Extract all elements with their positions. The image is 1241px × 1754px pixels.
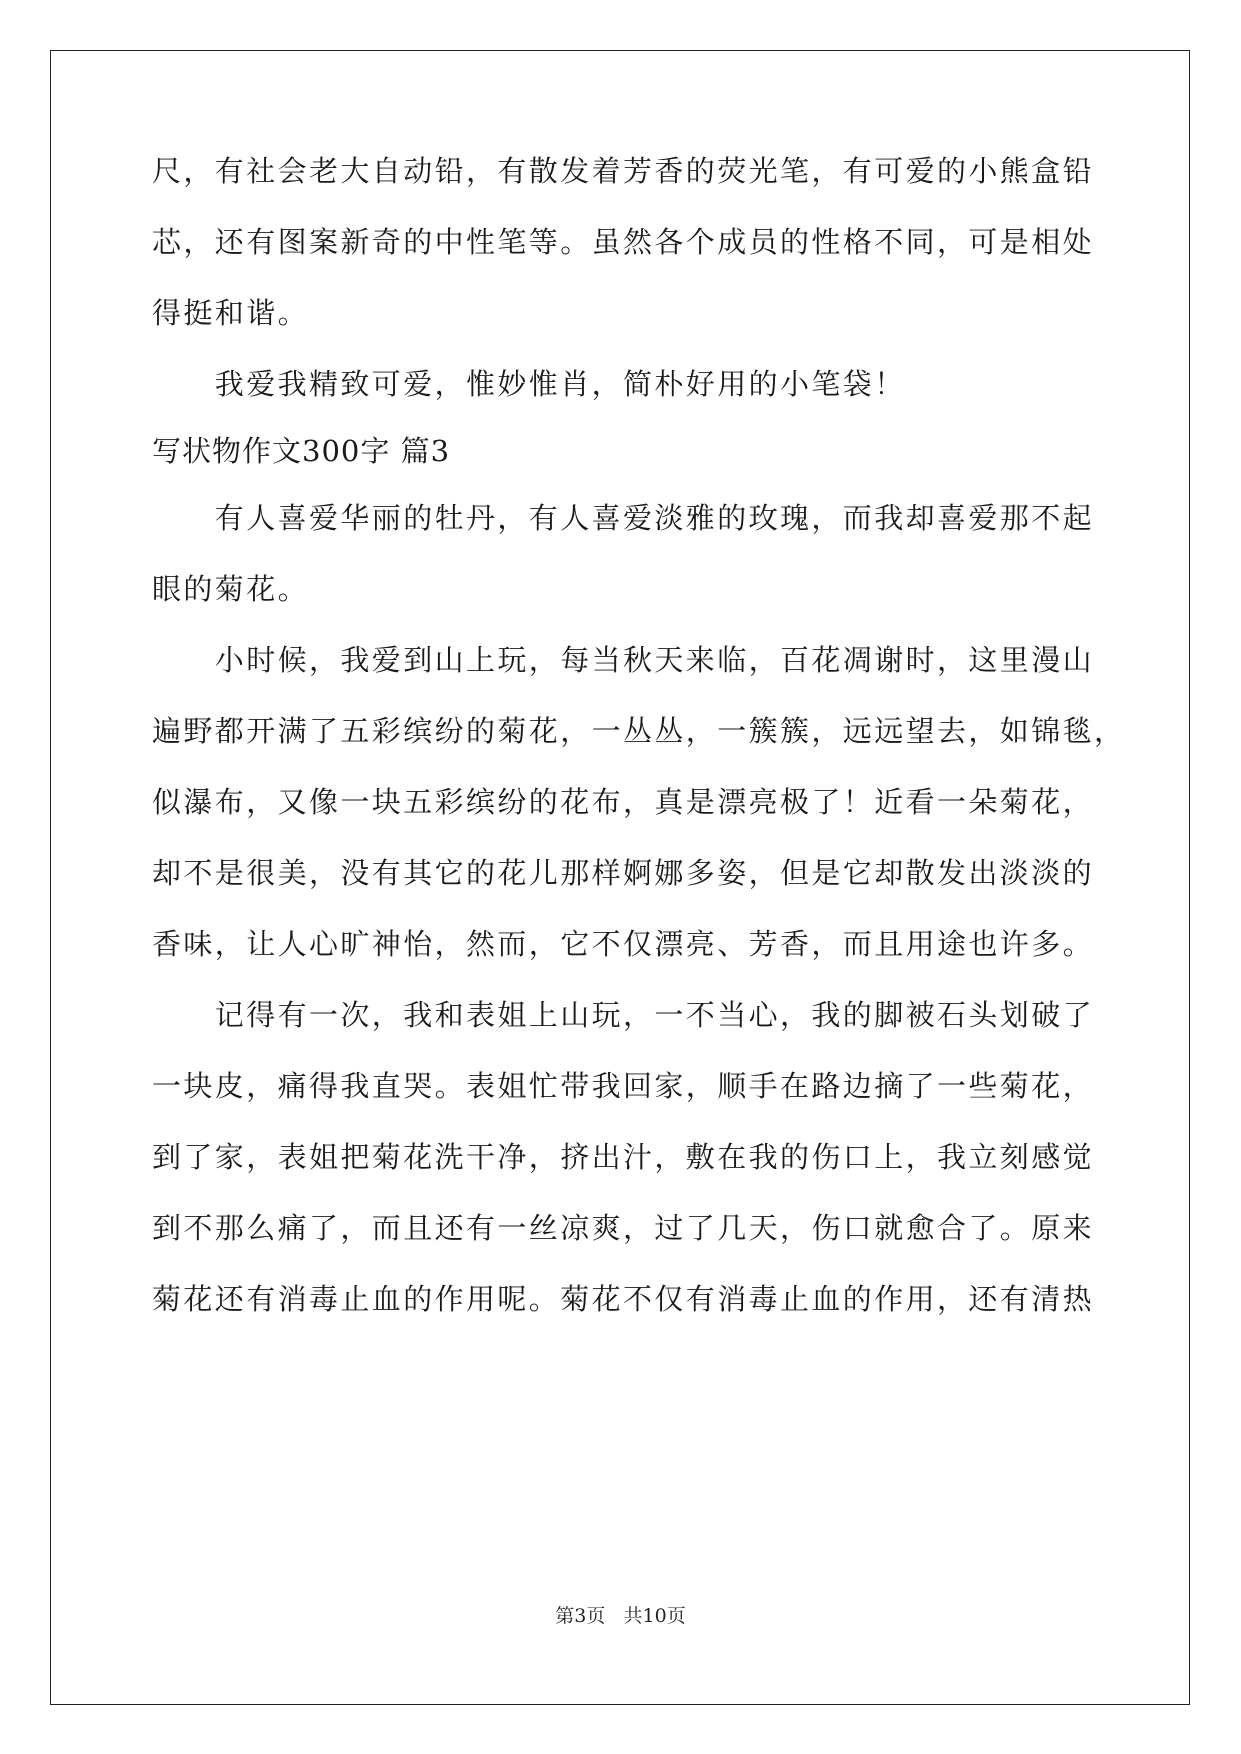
text-line: 似瀑布，又像一块五彩缤纷的花布，真是漂亮极了！近看一朵菊花，: [152, 785, 1095, 819]
text-line: 芯，还有图案新奇的中性笔等。虽然各个成员的性格不同，可是相处: [152, 225, 1095, 259]
page-number: 第3页: [555, 1605, 606, 1627]
text-line: 一块皮，痛得我直哭。表姐忙带我回家，顺手在路边摘了一些菊花，: [152, 1069, 1095, 1103]
text-line: 菊花还有消毒止血的作用呢。菊花不仅有消毒止血的作用，还有清热: [152, 1282, 1095, 1316]
text-line: 我爱我精致可爱，惟妙惟肖，简朴好用的小笔袋！: [152, 367, 906, 401]
text-line: 却不是很美，没有其它的花儿那样婀娜多姿，但是它却散发出淡淡的: [152, 856, 1095, 890]
text-line: 到了家，表姐把菊花洗干净，挤出汁，敷在我的伤口上，我立刻感觉: [152, 1140, 1095, 1174]
text-line: 尺，有社会老大自动铅，有散发着芳香的荧光笔，有可爱的小熊盒铅: [152, 154, 1095, 188]
text-line: 遍野都开满了五彩缤纷的菊花，一丛丛，一簇簇，远远望去，如锦毯，: [152, 714, 1126, 748]
text-line: 得挺和谐。: [152, 296, 310, 330]
text-line: 眼的菊花。: [152, 572, 310, 606]
page-total: 共10页: [623, 1605, 686, 1627]
section-heading: 写状物作文300字 篇3: [152, 434, 451, 468]
text-line: 到不那么痛了，而且还有一丝凉爽，过了几天，伤口就愈合了。原来: [152, 1211, 1095, 1245]
text-line: 小时候，我爱到山上玩，每当秋天来临，百花凋谢时，这里漫山: [152, 643, 1095, 677]
page-footer: [0, 1604, 1241, 1628]
text-line: 香味，让人心旷神怡，然而，它不仅漂亮、芳香，而且用途也许多。: [152, 927, 1095, 961]
text-line: 记得有一次，我和表姐上山玩，一不当心，我的脚被石头划破了: [152, 998, 1095, 1032]
text-line: 有人喜爱华丽的牡丹，有人喜爱淡雅的玫瑰，而我却喜爱那不起: [152, 501, 1095, 535]
